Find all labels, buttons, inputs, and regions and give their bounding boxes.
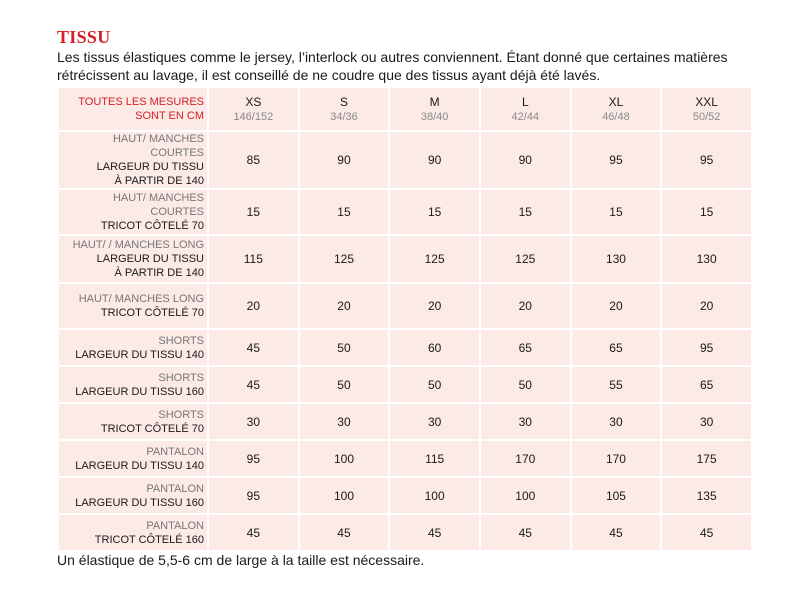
row-detail: À PARTIR DE 140 xyxy=(114,175,204,187)
table-cell: 20 xyxy=(662,284,751,328)
row-category: HAUT/ / MANCHES LONG xyxy=(72,239,204,251)
size-header xyxy=(390,88,479,130)
size-name: L xyxy=(521,94,529,109)
row-detail: LARGEUR DU TISSU xyxy=(96,161,204,173)
row-label xyxy=(59,367,207,402)
table-cell: 20 xyxy=(209,284,298,328)
table-row xyxy=(59,132,751,188)
table-row xyxy=(59,330,751,365)
size-header xyxy=(662,88,751,130)
size-range: 46/48 xyxy=(602,110,630,123)
table-cell: 105 xyxy=(572,478,661,513)
row-category: HAUT/ MANCHES COURTES xyxy=(112,192,204,218)
table-cell: 45 xyxy=(209,330,298,365)
table-cell: 20 xyxy=(481,284,570,328)
size-name: XL xyxy=(608,94,624,109)
row-category: PANTALON xyxy=(146,482,204,495)
table-cell: 30 xyxy=(481,404,570,439)
table-cell: 30 xyxy=(300,404,389,439)
size-range: 34/36 xyxy=(330,110,358,123)
row-detail: LARGEUR DU TISSU 140 xyxy=(75,348,204,361)
table-cell: 95 xyxy=(662,132,751,188)
units-note-line1: TOUTES LES MESURES xyxy=(78,96,204,108)
row-label xyxy=(59,284,207,328)
size-name: XXL xyxy=(695,94,718,109)
table-cell: 65 xyxy=(662,367,751,402)
row-detail: TRICOT CÔTELÉ 70 xyxy=(100,307,204,319)
size-range: 38/40 xyxy=(420,110,449,123)
table-cell: 95 xyxy=(209,441,298,476)
table-row xyxy=(59,236,751,282)
table-cell: 130 xyxy=(662,236,751,282)
table-row xyxy=(59,478,751,513)
row-label xyxy=(59,330,207,365)
row-category: PANTALON xyxy=(146,519,204,532)
table-cell: 65 xyxy=(481,330,570,365)
table-cell: 90 xyxy=(390,132,479,188)
table-cell: 30 xyxy=(662,404,751,439)
table-cell: 45 xyxy=(300,515,389,550)
size-header xyxy=(300,88,389,130)
table-cell: 95 xyxy=(209,478,298,513)
row-label xyxy=(59,478,207,513)
table-row xyxy=(59,441,751,476)
row-detail: TRICOT CÔTELÉ 70 xyxy=(100,220,204,232)
table-cell: 65 xyxy=(572,330,661,365)
table-row xyxy=(59,515,751,550)
row-label xyxy=(59,236,207,282)
table-cell: 55 xyxy=(572,367,661,402)
table-cell: 20 xyxy=(300,284,389,328)
table-cell: 50 xyxy=(390,367,479,402)
table-cell: 170 xyxy=(572,441,661,476)
table-cell: 15 xyxy=(300,190,389,234)
size-range: 146/152 xyxy=(233,110,274,123)
row-label xyxy=(59,404,207,439)
row-detail: LARGEUR DU TISSU 160 xyxy=(75,496,204,509)
table-cell: 15 xyxy=(209,190,298,234)
size-range: 42/44 xyxy=(511,110,540,123)
row-detail: TRICOT CÔTELÉ 160 xyxy=(94,533,204,546)
table-cell: 60 xyxy=(390,330,479,365)
table-cell: 45 xyxy=(481,515,570,550)
table-cell: 125 xyxy=(300,236,389,282)
table-cell: 45 xyxy=(209,515,298,550)
table-cell: 115 xyxy=(390,441,479,476)
table-cell: 15 xyxy=(481,190,570,234)
section-title: TISSU xyxy=(57,27,111,47)
table-cell: 90 xyxy=(300,132,389,188)
row-label xyxy=(59,515,207,550)
table-cell: 50 xyxy=(300,367,389,402)
row-detail: LARGEUR DU TISSU 160 xyxy=(75,385,204,398)
table-cell: 45 xyxy=(572,515,661,550)
table-cell: 100 xyxy=(481,478,570,513)
table-cell: 45 xyxy=(662,515,751,550)
units-note xyxy=(59,88,207,130)
table-cell: 20 xyxy=(572,284,661,328)
table-cell: 50 xyxy=(300,330,389,365)
table-cell: 95 xyxy=(572,132,661,188)
size-range: 50/52 xyxy=(692,110,721,123)
row-detail: TRICOT CÔTELÉ 70 xyxy=(100,422,204,435)
row-label xyxy=(59,190,207,234)
table-cell: 30 xyxy=(572,404,661,439)
size-name: M xyxy=(429,94,440,109)
table-row xyxy=(59,284,751,328)
table-cell: 125 xyxy=(481,236,570,282)
table-cell: 30 xyxy=(209,404,298,439)
row-label xyxy=(59,441,207,476)
table-cell: 15 xyxy=(572,190,661,234)
size-header xyxy=(481,88,570,130)
table-cell: 15 xyxy=(390,190,479,234)
table-cell: 130 xyxy=(572,236,661,282)
table-cell: 15 xyxy=(662,190,751,234)
table-cell: 85 xyxy=(209,132,298,188)
row-category: SHORTS xyxy=(158,334,204,347)
row-detail: LARGEUR DU TISSU xyxy=(96,253,204,265)
row-category: HAUT/ MANCHES LONG xyxy=(78,293,204,305)
table-cell: 135 xyxy=(662,478,751,513)
size-header xyxy=(572,88,661,130)
table-cell: 125 xyxy=(390,236,479,282)
table-header-row xyxy=(59,88,751,130)
table-cell: 115 xyxy=(209,236,298,282)
table-row xyxy=(59,404,751,439)
footer-note: Un élastique de 5,5-6 cm de large à la taille est nécessaire. xyxy=(57,552,425,568)
table-cell: 95 xyxy=(662,330,751,365)
row-detail: À PARTIR DE 140 xyxy=(114,267,204,279)
table-cell: 170 xyxy=(481,441,570,476)
units-note-line2: SONT EN CM xyxy=(135,110,204,122)
size-header xyxy=(209,88,298,130)
table-cell: 50 xyxy=(481,367,570,402)
fabric-table xyxy=(57,86,753,552)
table-cell: 100 xyxy=(300,478,389,513)
table-cell: 175 xyxy=(662,441,751,476)
row-category: SHORTS xyxy=(158,371,204,384)
row-category: HAUT/ MANCHES COURTES xyxy=(112,133,204,159)
row-category: SHORTS xyxy=(158,408,204,421)
table-cell: 90 xyxy=(481,132,570,188)
table-cell: 45 xyxy=(209,367,298,402)
table-cell: 100 xyxy=(390,478,479,513)
table-row xyxy=(59,190,751,234)
row-category: PANTALON xyxy=(146,445,204,458)
size-name: XS xyxy=(245,94,262,109)
size-name: S xyxy=(339,94,348,109)
table-cell: 30 xyxy=(390,404,479,439)
intro-text: Les tissus élastiques comme le jersey, l’interlock ou autres conviennent. Étant donné que certaines matières rétrécissent au lavage, il est conseillé de ne coudre que des tissus ayant déjà été lavés. xyxy=(57,49,728,83)
table-cell: 20 xyxy=(390,284,479,328)
table-cell: 100 xyxy=(300,441,389,476)
row-label xyxy=(59,132,207,188)
table-row xyxy=(59,367,751,402)
table-cell: 45 xyxy=(390,515,479,550)
row-detail: LARGEUR DU TISSU 140 xyxy=(75,459,204,472)
